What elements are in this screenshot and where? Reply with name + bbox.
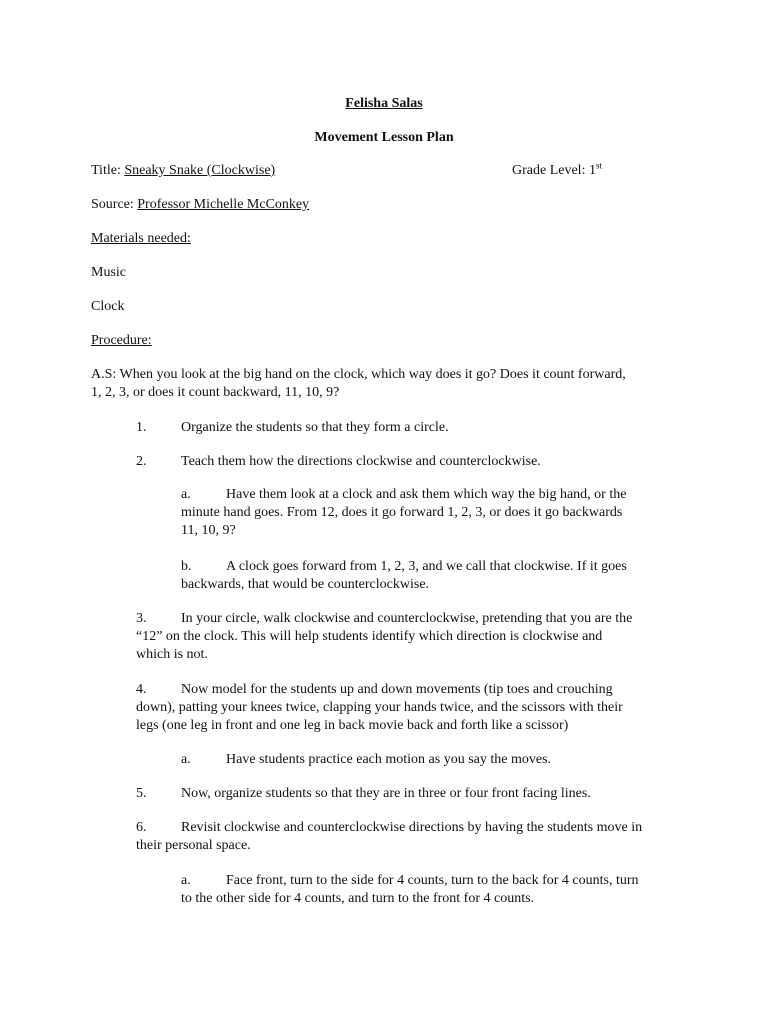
grade-level	[512, 162, 602, 180]
step-number: 1.	[136, 420, 147, 435]
step-text: “12” on the clock. This will help students identify which direction is clockwise and	[136, 629, 603, 644]
substep-text: 11, 10, 9?	[181, 523, 236, 538]
step-text: Teach them how the directions clockwise and counterclockwise.	[181, 454, 541, 469]
substep-text: minute hand goes. From 12, does it go forward 1, 2, 3, or does it go backwards	[181, 505, 623, 520]
anticipatory-set-line: 1, 2, 3, or does it count backward, 11, 10, 9?	[91, 385, 340, 400]
substep-text: Face front, turn to the side for 4 counts, turn to the back for 4 counts, turn	[226, 873, 639, 888]
step-text: which is not.	[136, 647, 208, 662]
material-item: Clock	[91, 299, 125, 314]
step-text: Revisit clockwise and counterclockwise directions by having the students move in	[181, 820, 643, 835]
step-text: their personal space.	[136, 838, 251, 853]
step-number: 2.	[136, 454, 147, 469]
substep-text: A clock goes forward from 1, 2, 3, and we call that clockwise. If it goes	[226, 559, 627, 574]
step-text: down), patting your knees twice, clapping your hands twice, and the scissors with their	[136, 700, 623, 715]
step-number: 4.	[136, 682, 147, 697]
step-text: legs (one leg in front and one leg in back movie back and forth like a scissor)	[136, 718, 569, 733]
grade-label: Grade Level: 1	[512, 163, 596, 178]
step-number: 6.	[136, 820, 147, 835]
substep-letter: a.	[181, 873, 191, 888]
title-row	[91, 162, 275, 180]
title-value: Sneaky Snake (Clockwise)	[124, 163, 276, 178]
grade-suffix: st	[595, 160, 602, 171]
title-label: Title:	[91, 163, 121, 178]
substep-text: backwards, that would be counterclockwise.	[181, 577, 430, 592]
substep-letter: b.	[181, 559, 192, 574]
step-text: In your circle, walk clockwise and counterclockwise, pretending that you are the	[181, 611, 633, 626]
source-value: Professor Michelle McConkey	[137, 197, 310, 212]
substep-text: to the other side for 4 counts, and turn to the front for 4 counts.	[181, 891, 535, 906]
anticipatory-set-line: A.S: When you look at the big hand on the clock, which way does it go? Does it count forward,	[91, 367, 626, 382]
material-item: Music	[91, 265, 126, 280]
source-label: Source:	[91, 197, 134, 212]
step-number: 5.	[136, 786, 147, 801]
document-title: Movement Lesson Plan	[314, 130, 454, 145]
step-text: Now, organize students so that they are in three or four front facing lines.	[181, 786, 591, 801]
materials-heading: Materials needed:	[91, 231, 191, 246]
substep-letter: a.	[181, 487, 191, 502]
step-text: Organize the students so that they form a circle.	[181, 420, 449, 435]
author-name: Felisha Salas	[345, 96, 423, 111]
procedure-heading: Procedure:	[91, 333, 152, 348]
step-text: Now model for the students up and down movements (tip toes and crouching	[181, 682, 613, 697]
substep-letter: a.	[181, 752, 191, 767]
substep-text: Have students practice each motion as you say the moves.	[226, 752, 552, 767]
substep-text: Have them look at a clock and ask them which way the big hand, or the	[226, 487, 627, 502]
step-number: 3.	[136, 611, 147, 626]
source-row	[91, 196, 309, 214]
